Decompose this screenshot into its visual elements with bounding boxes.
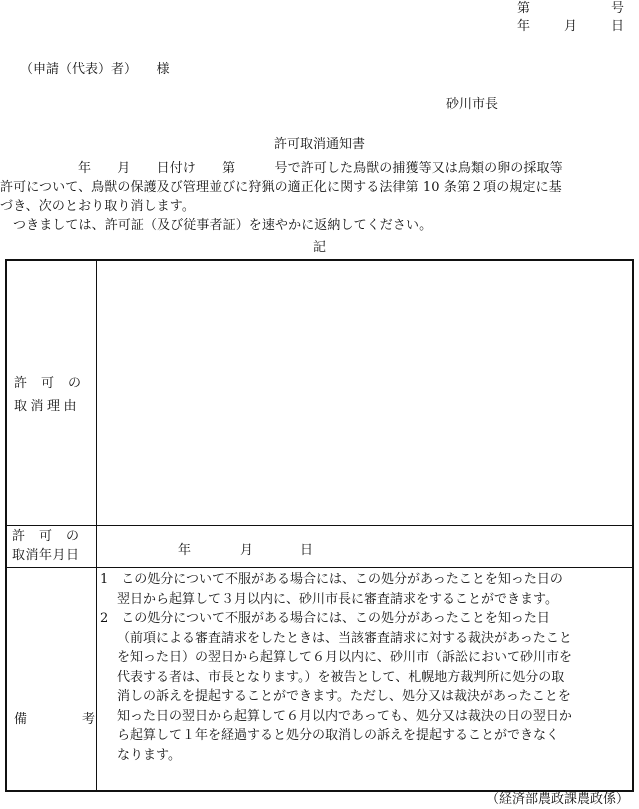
document-date-year: 年 [517, 19, 531, 34]
remarks-line: ら起算して１年を経過すると処分の取消しの訴えを提起することができなく [117, 728, 560, 743]
issuer: 砂川市長 [446, 97, 499, 112]
document-date-month: 月 [564, 19, 578, 34]
remarks-text [100, 570, 630, 765]
ki-marker: 記 [312, 240, 326, 255]
reason-label-line-1: 許可の [14, 376, 96, 391]
body-line-4: つきましては、許可証（及び従事者証）を速やかに返納してください。 [13, 218, 433, 233]
body-line-1: 年 月 日付け 第 号で許可した鳥獣の捕獲等又は鳥類の卵の採取等 [78, 161, 563, 176]
remarks-line: （前項による審査請求をしたときは、当該審査請求に対する裁決があったこと [117, 630, 572, 646]
document-date-day: 日 [611, 19, 625, 34]
remarks-label: 備考 [14, 712, 151, 727]
addressee: （申請（代表）者） 様 [20, 62, 170, 77]
body-line-2: 許可について、鳥獣の保護及び管理並びに狩猟の適正化に関する法律第 10 条第２項の規定に基 [0, 180, 562, 195]
document-number-prefix: 第 [517, 1, 531, 16]
document-number-suffix: 号 [611, 1, 625, 16]
remarks-line: 消しの訴えを提起することができます。ただし、処分又は裁決があったことを [117, 689, 571, 704]
body-line-3: づき、次のとおり取り消します。 [0, 199, 195, 214]
cancel-date-month: 月 [240, 543, 254, 558]
remarks-line: 2 この処分について不服がある場合には、この処分があったことを知った日 [100, 611, 550, 626]
remarks-line: を知った日）の翌日から起算して６月以内に、砂川市（訴訟において砂川市を [117, 650, 573, 665]
cancel-date-year: 年 [178, 543, 192, 558]
remarks-line: 代表する者は、市長となります。）を被告として、札幌地方裁判所に処分の取 [117, 669, 565, 685]
remarks-line: なります。 [117, 747, 181, 763]
remarks-line: 知った日の翌日から起算して６月以内であっても、処分又は裁決の日の翌日か [117, 708, 572, 724]
reason-label-line-2: 取消理由 [14, 399, 81, 414]
table-row-divider-2 [7, 567, 632, 568]
remarks-line: 翌日から起算して３月以内に、砂川市長に審査請求をすることができます。 [117, 591, 558, 607]
document-title: 許可取消通知書 [273, 137, 365, 152]
remarks-line: 1 この処分について不服がある場合には、この処分があったことを知った日の [100, 572, 563, 587]
cancel-date-label-line-1: 許可の [12, 529, 94, 544]
table-row-divider-1 [7, 525, 632, 526]
department-footer: （経済部農政課農政係） [485, 792, 629, 807]
cancel-date-label-line-2: 取消年月日 [12, 548, 80, 563]
cancel-date-day: 日 [300, 543, 314, 558]
body-text [0, 159, 639, 235]
